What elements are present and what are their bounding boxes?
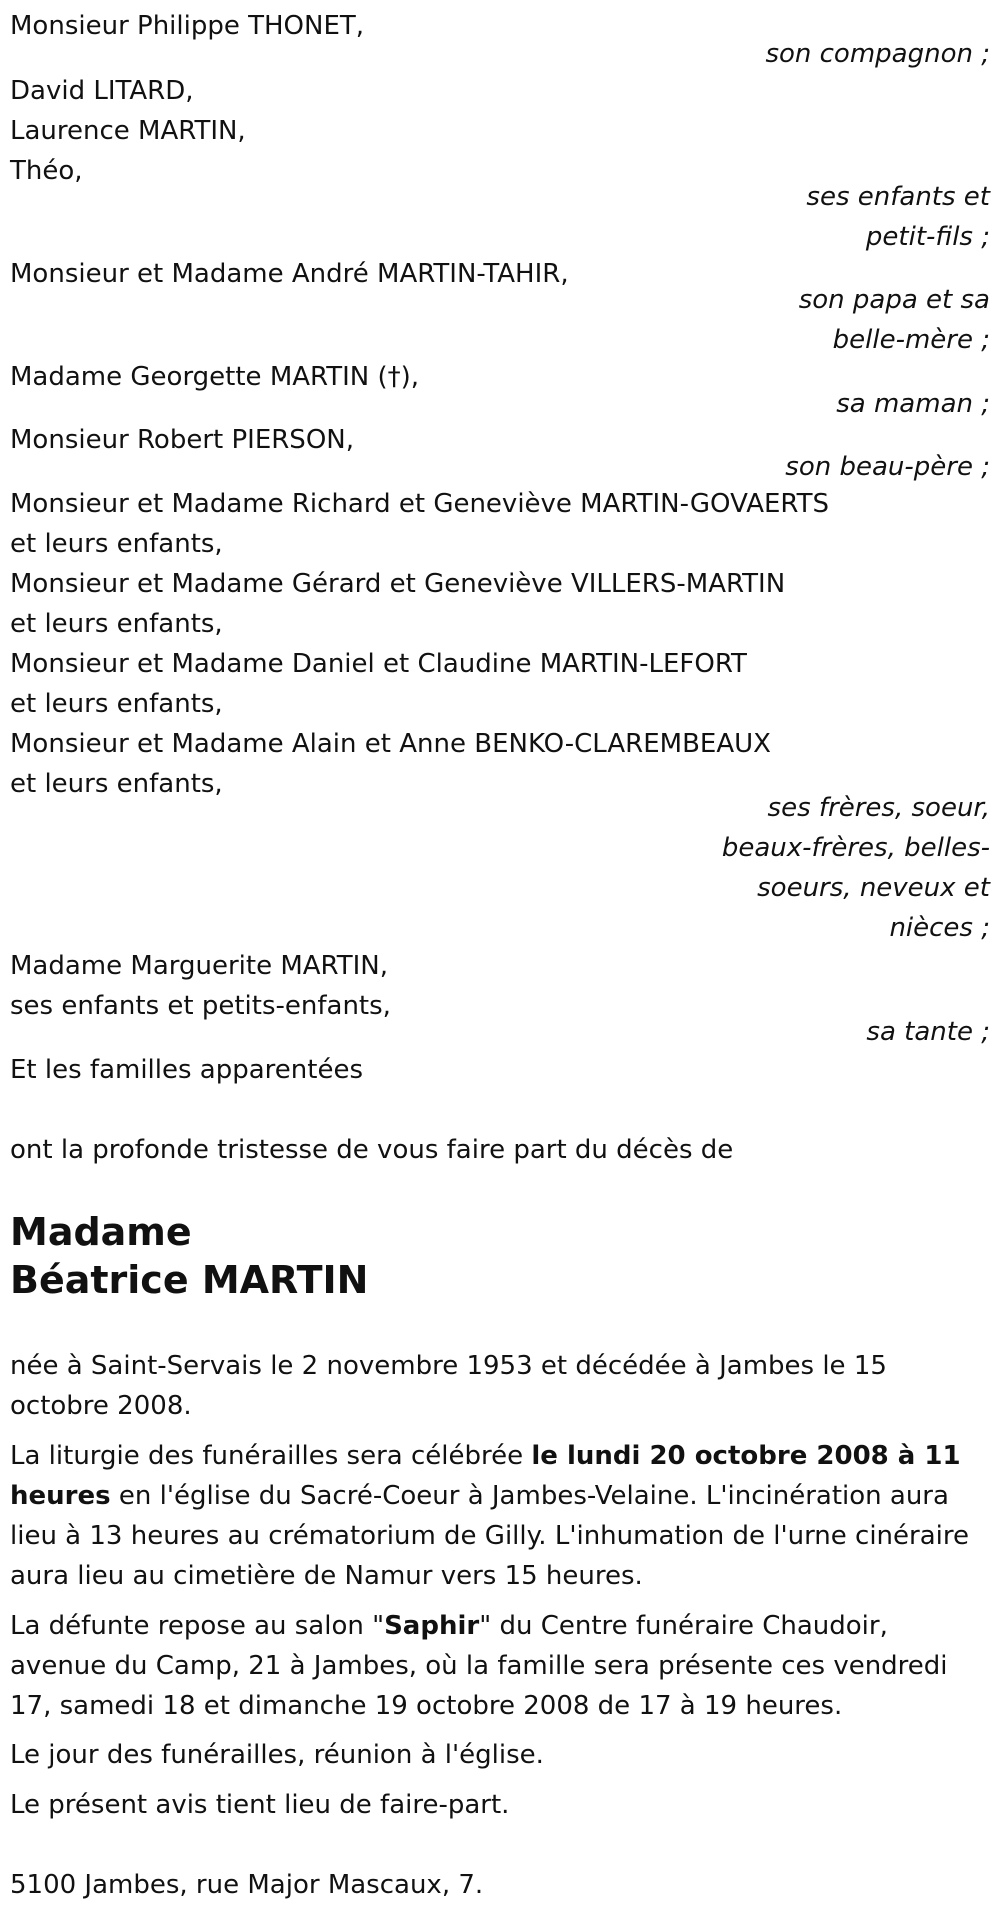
- funeral-day-paragraph: Le jour des funérailles, réunion à l'église.: [10, 1740, 544, 1770]
- family-line-thonet: Monsieur Philippe THONET,: [10, 11, 365, 41]
- relation-freres-2: beaux-frères, belles-: [721, 833, 990, 863]
- family-line-lefort-children: et leurs enfants,: [10, 689, 223, 719]
- family-line-govaerts: Monsieur et Madame Richard et Geneviève MARTIN-GOVAERTS: [10, 489, 829, 519]
- rest-paragraph: [10, 1606, 990, 1726]
- liturgy-text-post: en l'église du Sacré-Coeur à Jambes-Velaine. L'incinération aura lieu à 13 heures au crématorium de Gilly. L'inhumation de l'urne cinéraire aura lieu au cimetière de Namur vers 15 heures.: [10, 1481, 969, 1591]
- family-line-apparentees: Et les familles apparentées: [10, 1055, 364, 1085]
- relation-beau-pere: son beau-père ;: [785, 452, 990, 482]
- rest-text-post: " du Centre funéraire Chaudoir, avenue du Camp, 21 à Jambes, où la famille sera présente ces vendredi 17, samedi 18 et dimanche 19 octobre 2008 de 17 à 19 heures.: [10, 1611, 948, 1721]
- relation-freres-3: soeurs, neveux et: [757, 873, 990, 903]
- relation-tante: sa tante ;: [866, 1017, 990, 1047]
- relation-freres-1: ses frères, soeur,: [767, 793, 990, 823]
- family-line-marguerite-children: ses enfants et petits-enfants,: [10, 991, 391, 1021]
- address-paragraph: 5100 Jambes, rue Major Mascaux, 7.: [10, 1870, 484, 1900]
- relation-enfants-1: ses enfants et: [806, 182, 990, 212]
- family-line-villers: Monsieur et Madame Gérard et Geneviève VILLERS-MARTIN: [10, 569, 786, 599]
- family-line-govaerts-children: et leurs enfants,: [10, 529, 223, 559]
- relation-enfants-2: petit-fils ;: [865, 222, 990, 252]
- rest-text-pre: La défunte repose au salon ": [10, 1611, 385, 1641]
- relation-papa-2: belle-mère ;: [832, 325, 990, 355]
- deceased-title: Madame: [10, 1210, 192, 1254]
- relation-papa-1: son papa et sa: [798, 285, 990, 315]
- family-line-georgette: Madame Georgette MARTIN (†),: [10, 362, 420, 392]
- deceased-name: Béatrice MARTIN: [10, 1258, 369, 1302]
- family-line-andre: Monsieur et Madame André MARTIN-TAHIR,: [10, 259, 569, 289]
- family-line-villers-children: et leurs enfants,: [10, 609, 223, 639]
- family-line-litard: David LITARD,: [10, 76, 194, 106]
- family-line-benko-children: et leurs enfants,: [10, 769, 223, 799]
- liturgy-date: le lundi 20 octobre 2008 à 11 heures: [10, 1441, 961, 1511]
- notice-paragraph: Le présent avis tient lieu de faire-part.: [10, 1790, 510, 1820]
- family-line-benko: Monsieur et Madame Alain et Anne BENKO-CLAREMBEAUX: [10, 729, 771, 759]
- relation-maman: sa maman ;: [836, 389, 990, 419]
- relation-freres-4: nièces ;: [889, 913, 990, 943]
- relation-compagnon: son compagnon ;: [765, 39, 990, 69]
- liturgy-text-pre: La liturgie des funérailles sera célébrée: [10, 1441, 532, 1471]
- family-line-pierson: Monsieur Robert PIERSON,: [10, 425, 354, 455]
- birth-paragraph: née à Saint-Servais le 2 novembre 1953 et décédée à Jambes le 15 octobre 2008.: [10, 1351, 887, 1421]
- family-line-lefort: Monsieur et Madame Daniel et Claudine MARTIN-LEFORT: [10, 649, 747, 679]
- family-line-marguerite: Madame Marguerite MARTIN,: [10, 951, 388, 981]
- announcement-text: ont la profonde tristesse de vous faire part du décès de: [10, 1135, 734, 1165]
- family-line-laurence: Laurence MARTIN,: [10, 116, 246, 146]
- salon-name: Saphir: [384, 1611, 480, 1641]
- family-line-theo: Théo,: [10, 156, 83, 186]
- liturgy-paragraph: [10, 1436, 990, 1596]
